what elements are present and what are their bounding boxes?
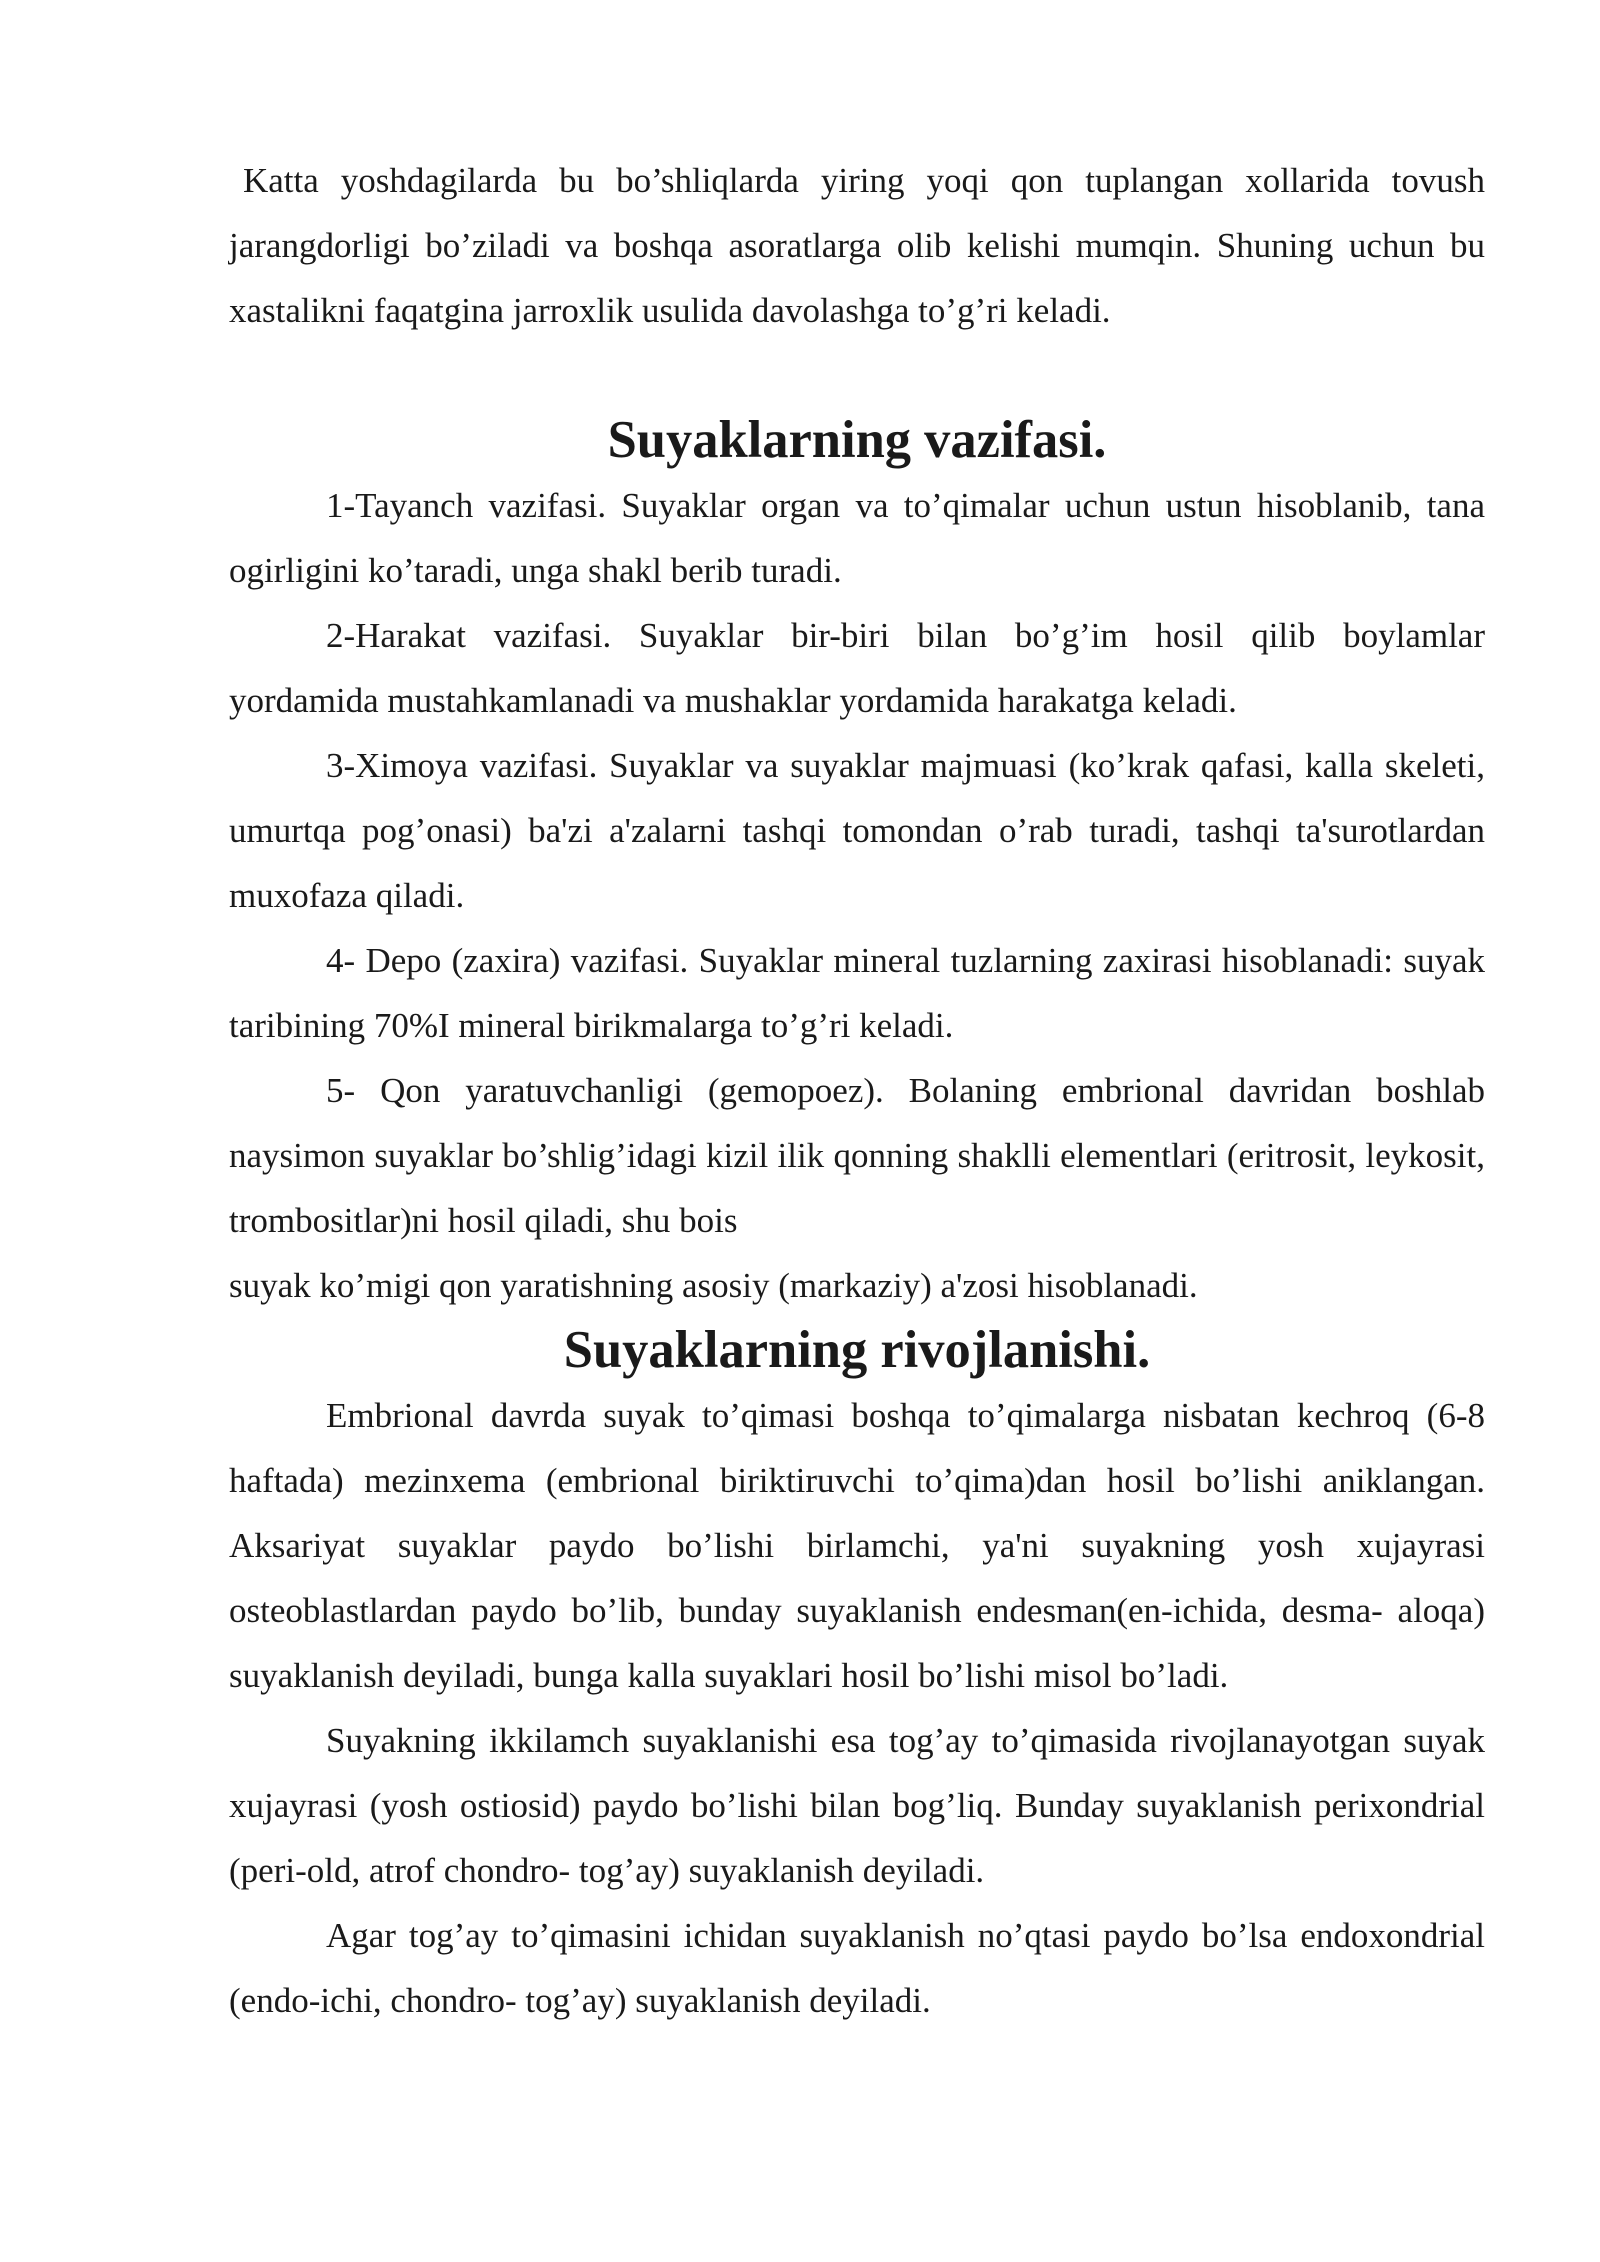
section-heading-development: Suyaklarning rivojlanishi. bbox=[563, 1321, 1151, 1379]
development-paragraph: Embrional davrda suyak to’qimasi boshqa to’qimalarga nisbatan kechroq (6-8 haftada) mezinxema (embrional biriktiruvchi to’qima)dan hosil bo’lishi aniklangan. Aksariyat suyaklar paydo bo’lishi birlamchi, ya'ni suyakning yosh xujayrasi osteoblastlardan paydo bo’lib, bunday suyaklanish endesman(en-ichida, desma- aloqa) suyaklanish deyiladi, bunga kalla suyaklari hosil bo’lishi misol bo’ladi. bbox=[229, 1396, 1485, 1695]
function-item-continuation: suyak ko’migi qon yaratishning asosiy (markaziy) a'zosi hisoblanadi. bbox=[229, 1266, 1198, 1305]
section-spacer bbox=[229, 343, 1485, 408]
function-item: 4- Depo (zaxira) vazifasi. Suyaklar mineral tuzlarning zaxirasi hisoblanadi: suyak taribining 70%I mineral birikmalarga to’g’ri keladi. bbox=[229, 941, 1485, 1045]
function-item: 3-Ximoya vazifasi. Suyaklar va suyaklar majmuasi (ko’krak qafasi, kalla skeleti, umurtqa pog’onasi) ba'zi a'zalarni tashqi tomondan o’rab turadi, tashqi ta'surotlardan muxofaza qiladi. bbox=[229, 746, 1485, 915]
intro-paragraph: Katta yoshdagilarda bu bo’shliqlarda yiring yoqi qon tuplangan xollarida tovush jarangdorligi bo’ziladi va boshqa asoratlarga olib kelishi mumqin. Shuning uchun bu xastalikni faqatgina jarroxlik usulida davolashga to’g’ri keladi. bbox=[229, 161, 1485, 330]
function-item: 2-Harakat vazifasi. Suyaklar bir-biri bilan bo’g’im hosil qilib boylamlar yordamida mustahkamlanadi va mushaklar yordamida harakatga keladi. bbox=[229, 616, 1485, 720]
section-heading-functions: Suyaklarning vazifasi. bbox=[607, 411, 1107, 469]
function-item: 5- Qon yaratuvchanligi (gemopoez). Bolaning embrional davridan boshlab naysimon suyaklar bo’shlig’idagi kizil ilik qonning shaklli elementlari (eritrosit, leykosit, trombositlar)ni hosil qiladi, shu bois bbox=[229, 1071, 1485, 1240]
document-page bbox=[229, 148, 1485, 2033]
function-item: 1-Tayanch vazifasi. Suyaklar organ va to’qimalar uchun ustun hisoblanib, tana ogirligini ko’taradi, unga shakl berib turadi. bbox=[229, 486, 1485, 590]
development-paragraph: Agar tog’ay to’qimasini ichidan suyaklanish no’qtasi paydo bo’lsa endoxondrial (endo-ichi, chondro- tog’ay) suyaklanish deyiladi. bbox=[229, 1916, 1485, 2020]
development-paragraph: Suyakning ikkilamch suyaklanishi esa tog’ay to’qimasida rivojlanayotgan suyak xujayrasi (yosh ostiosid) paydo bo’lishi bilan bog’liq. Bunday suyaklanish perixondrial (peri-old, atrof chondro- tog’ay) suyaklanish deyiladi. bbox=[229, 1721, 1485, 1890]
